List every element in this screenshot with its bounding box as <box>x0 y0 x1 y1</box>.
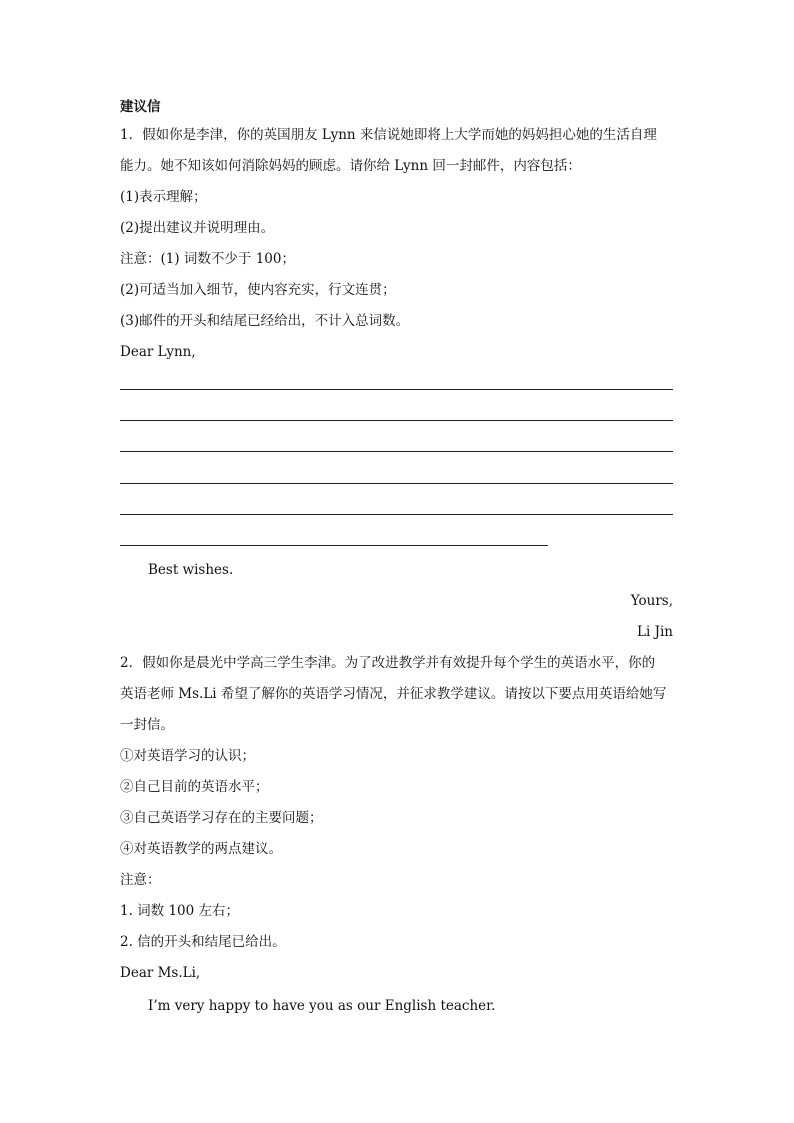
q2-note-2: 2. 信的开头和结尾已给出。 <box>120 934 286 950</box>
q2-prompt-line-3: 一封信。 <box>120 717 174 733</box>
q2-note-1: 1. 词数 100 左右； <box>120 903 240 919</box>
q2-point-4: ④对英语教学的两点建议。 <box>120 841 282 857</box>
q1-point-2: (2)提出建议并说明理由。 <box>120 220 275 236</box>
q1-yours: Yours, <box>630 593 673 609</box>
section-heading: 建议信 <box>120 99 161 115</box>
answer-line <box>120 420 673 421</box>
q1-note-3: (3)邮件的开头和结尾已经给出，不计入总词数。 <box>120 313 410 329</box>
answer-line <box>120 451 673 452</box>
q1-prompt-line-2: 能力。她不知该如何消除妈妈的顾虑。请你给 Lynn 回一封邮件，内容包括： <box>120 158 581 174</box>
q2-point-3: ③自己英语学习存在的主要问题； <box>120 810 323 826</box>
q1-point-1: (1)表示理解； <box>120 189 207 205</box>
q1-closing: Best wishes. <box>148 562 234 578</box>
q2-salutation: Dear Ms.Li, <box>120 965 201 981</box>
q1-salutation: Dear Lynn, <box>120 344 196 360</box>
answer-line <box>120 514 673 515</box>
answer-line <box>120 483 673 484</box>
q2-point-2: ②自己目前的英语水平； <box>120 779 269 795</box>
answer-line-short <box>120 545 548 546</box>
q1-note-2: (2)可适当加入细节，使内容充实，行文连贯； <box>120 282 396 298</box>
q2-prompt-line-1: 2．假如你是晨光中学高三学生李津。为了改进教学并有效提升每个学生的英语水平，你的 <box>120 655 656 671</box>
q2-point-1: ①对英语学习的认识； <box>120 748 255 764</box>
q1-note-1: 注意：(1) 词数不少于 100； <box>120 251 295 267</box>
q1-prompt-line-1: 1．假如你是李津，你的英国朋友 Lynn 来信说她即将上大学而她的妈妈担心她的生活自理 <box>120 127 657 143</box>
answer-line <box>120 389 673 390</box>
q1-signature: Li Jin <box>637 624 673 640</box>
q2-prompt-line-2: 英语老师 Ms.Li 希望了解你的英语学习情况，并征求教学建议。请按以下要点用英语给她写 <box>120 686 667 702</box>
q2-note-label: 注意： <box>120 872 161 888</box>
q2-opening-sentence: I’m very happy to have you as our English teacher. <box>148 998 496 1014</box>
